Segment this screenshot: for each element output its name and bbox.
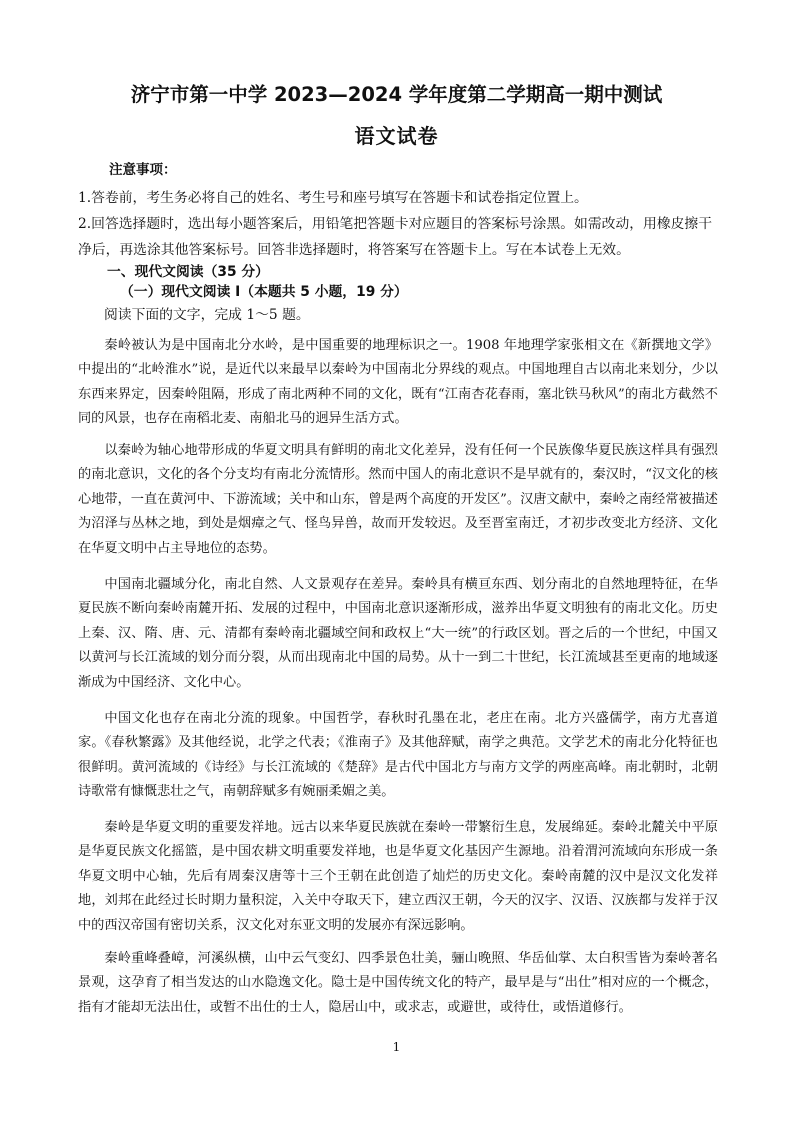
- reading-instruction: 阅读下面的文字，完成 1～5 题。: [104, 307, 310, 323]
- passage-paragraph: 秦岭重峰叠嶂，河溪纵横，山中云气变幻、四季景色壮美，骊山晚照、华岳仙掌、太白积雪皆为秦岭著名景观，这孕育了相当发达的山水隐逸文化。隐士是中国传统文化的特产，最早是与“出仕”相对应的一个概念，指有才能却无法出仕，或暂不出仕的士人，隐居山中，或求志，或避世，或待仕，或悟道修行。: [78, 951, 718, 1015]
- passage-paragraph: 秦岭被认为是中国南北分水岭，是中国重要的地理标识之一。1908 年地理学家张相文在《新撰地文学》中提出的“北岭淮水”说，是近代以来最早以秦岭为中国南北分界线的观点。中国地理自古以南北来划分，少以东西来界定，因秦岭阻隔，形成了南北两种不同的文化，既有“江南杏花春雨，塞北铁马秋风”的南北方截然不同的风景，也存在南稻北麦、南船北马的迥异生活方式。: [78, 338, 718, 427]
- page-number: 1: [392, 1040, 401, 1054]
- exam-subtitle: 语文试卷: [354, 124, 439, 148]
- passage-paragraph: 秦岭是华夏文明的重要发祥地。远古以来华夏民族就在秦岭一带繁衍生息，发展绵延。秦岭北麓关中平原是华夏民族文化摇篮，是中国农耕文明重要发祥地，也是华夏文化基因产生源地。沿着渭河流域向东形成一条华夏文明中心轴，先后有周秦汉唐等十三个王朝在此创造了灿烂的历史文化。秦岭南麓的汉中是汉文化发祥地，刘邦在此经过长时期力量积淀，入关中夺取天下，建立西汉王朝，今天的汉字、汉语、汉族都与发祥于汉中的西汉帝国有密切关系，汉文化对东亚文明的发展亦有深远影响。: [78, 820, 718, 933]
- notice-rule-2: 2.回答选择题时，选出每小题答案后，用铅笔把答题卡对应题目的答案标号涂黑。如需改动，用橡皮擦干: [78, 216, 713, 232]
- notice-heading: 注意事项：: [109, 162, 177, 178]
- passage-paragraph: 中国文化也存在南北分流的现象。中国哲学，春秋时孔墨在北，老庄在南。北方兴盛儒学，南方尤喜道家。《春秋繁露》及其他经说，北学之代表；《淮南子》及其他辞赋，南学之典范。文学艺术的南北分化特征也很鲜明。黄河流域的《诗经》与长江流域的《楚辞》是古代中国北方与南方文学的两座高峰。南北朝时，北朝诗歌常有慷慨悲壮之气，南朝辞赋多有婉丽柔媚之美。: [78, 711, 718, 800]
- subsection-heading: （一）现代文阅读 I（本题共 5 小题，19 分）: [120, 284, 408, 300]
- section-heading: 一、现代文阅读（35 分）: [107, 264, 269, 280]
- passage-paragraph: 以秦岭为轴心地带形成的华夏文明具有鲜明的南北文化差异，没有任何一个民族像华夏民族这样具有强烈的南北意识，文化的各个分支均有南北分流情形。然而中国人的南北意识不是早就有的，秦汉时，“汉文化的核心地带，一直在黄河中、下游流域；关中和山东，曾是两个高度的开发区”。汉唐文献中，秦岭之南经常被描述为沼泽与丛林之地，到处是烟瘴之气、怪鸟异兽，故而开发较迟。及至晋室南迁，才初步改变北方经济、文化在华夏文明中占主导地位的态势。: [78, 443, 718, 556]
- notice-rule-2-cont: 净后，再选涂其他答案标号。回答非选择题时，将答案写在答题卡上。写在本试卷上无效。: [78, 242, 630, 258]
- exam-title: 济宁市第一中学 2023—2024 学年度第二学期高一期中测试: [130, 83, 663, 106]
- passage-paragraph: 中国南北疆域分化，南北自然、人文景观存在差异。秦岭具有横亘东西、划分南北的自然地理特征，在华夏民族不断向秦岭南麓开拓、发展的过程中，中国南北意识逐渐形成，滋养出华夏文明独有的南北文化。历史上秦、汉、隋、唐、元、清都有秦岭南北疆域空间和政权上“大一统”的行政区划。晋之后的一个世纪，中国又以黄河与长江流域的划分而分裂，从而出现南北中国的局势。从十一到二十世纪，长江流域甚至更南的地域逐渐成为中国经济、文化中心。: [78, 577, 718, 690]
- notice-rule-1: 1.答卷前，考生务必将自己的姓名、考生号和座号填写在答题卡和试卷指定位置上。: [78, 190, 588, 206]
